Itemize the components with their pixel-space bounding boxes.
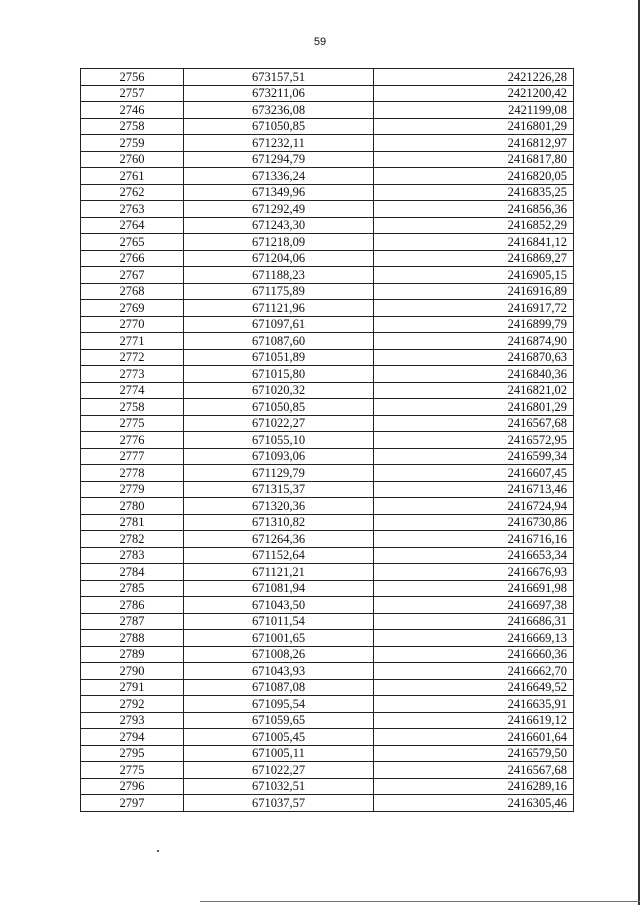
x-coordinate-cell: 671152,64	[184, 547, 374, 564]
x-coordinate-cell: 671218,09	[184, 234, 374, 251]
point-number-cell: 2771	[81, 333, 184, 350]
y-coordinate-cell: 2416730,86	[374, 514, 574, 531]
point-number-cell: 2768	[81, 283, 184, 300]
y-coordinate-cell: 2416817,80	[374, 151, 574, 168]
point-number-cell: 2765	[81, 234, 184, 251]
y-coordinate-cell: 2416870,63	[374, 349, 574, 366]
point-number-cell: 2797	[81, 795, 184, 812]
point-number-cell: 2764	[81, 217, 184, 234]
x-coordinate-cell: 671011,54	[184, 613, 374, 630]
table-row	[81, 745, 574, 762]
table-row	[81, 184, 574, 201]
point-number-cell: 2784	[81, 564, 184, 581]
y-coordinate-cell: 2416874,90	[374, 333, 574, 350]
x-coordinate-cell: 671232,11	[184, 135, 374, 152]
y-coordinate-cell: 2416840,36	[374, 366, 574, 383]
table-row	[81, 630, 574, 647]
page-number: 59	[313, 36, 327, 48]
table-row	[81, 300, 574, 317]
point-number-cell: 2756	[81, 69, 184, 86]
y-coordinate-cell: 2416305,46	[374, 795, 574, 812]
table-row	[81, 712, 574, 729]
x-coordinate-cell: 671129,79	[184, 465, 374, 482]
point-number-cell: 2761	[81, 168, 184, 185]
y-coordinate-cell: 2416599,34	[374, 448, 574, 465]
table-row	[81, 399, 574, 416]
point-number-cell: 2758	[81, 118, 184, 135]
table-row	[81, 250, 574, 267]
x-coordinate-cell: 671087,60	[184, 333, 374, 350]
point-number-cell: 2782	[81, 531, 184, 548]
y-coordinate-cell: 2416820,05	[374, 168, 574, 185]
y-coordinate-cell: 2421200,42	[374, 85, 574, 102]
x-coordinate-cell: 671336,24	[184, 168, 374, 185]
x-coordinate-cell: 671005,45	[184, 729, 374, 746]
y-coordinate-cell: 2416601,64	[374, 729, 574, 746]
x-coordinate-cell: 671121,21	[184, 564, 374, 581]
point-number-cell: 2757	[81, 85, 184, 102]
table-row	[81, 547, 574, 564]
x-coordinate-cell: 673157,51	[184, 69, 374, 86]
y-coordinate-cell: 2416801,29	[374, 399, 574, 416]
x-coordinate-cell: 671005,11	[184, 745, 374, 762]
x-coordinate-cell: 671243,30	[184, 217, 374, 234]
x-coordinate-cell: 671294,79	[184, 151, 374, 168]
table-row	[81, 267, 574, 284]
x-coordinate-cell: 671020,32	[184, 382, 374, 399]
y-coordinate-cell: 2416869,27	[374, 250, 574, 267]
x-coordinate-cell: 671349,96	[184, 184, 374, 201]
table-row	[81, 69, 574, 86]
y-coordinate-cell: 2416660,36	[374, 646, 574, 663]
table-row	[81, 217, 574, 234]
point-number-cell: 2762	[81, 184, 184, 201]
y-coordinate-cell: 2416917,72	[374, 300, 574, 317]
y-coordinate-cell: 2421199,08	[374, 102, 574, 119]
y-coordinate-cell: 2416835,25	[374, 184, 574, 201]
point-number-cell: 2758	[81, 399, 184, 416]
point-number-cell: 2793	[81, 712, 184, 729]
table-row	[81, 795, 574, 812]
table-row	[81, 85, 574, 102]
point-number-cell: 2778	[81, 465, 184, 482]
y-coordinate-cell: 2416662,70	[374, 663, 574, 680]
table-row	[81, 465, 574, 482]
table-row	[81, 382, 574, 399]
coordinates-table	[80, 68, 574, 812]
x-coordinate-cell: 671093,06	[184, 448, 374, 465]
table-row	[81, 168, 574, 185]
point-number-cell: 2777	[81, 448, 184, 465]
point-number-cell: 2787	[81, 613, 184, 630]
point-number-cell: 2789	[81, 646, 184, 663]
y-coordinate-cell: 2416289,16	[374, 778, 574, 795]
y-coordinate-cell: 2416619,12	[374, 712, 574, 729]
y-coordinate-cell: 2416691,98	[374, 580, 574, 597]
x-coordinate-cell: 671015,80	[184, 366, 374, 383]
point-number-cell: 2773	[81, 366, 184, 383]
x-coordinate-cell: 671051,89	[184, 349, 374, 366]
y-coordinate-cell: 2416649,52	[374, 679, 574, 696]
scan-bottom-line	[200, 901, 640, 902]
x-coordinate-cell: 671008,26	[184, 646, 374, 663]
point-number-cell: 2785	[81, 580, 184, 597]
table-row	[81, 498, 574, 515]
y-coordinate-cell: 2421226,28	[374, 69, 574, 86]
y-coordinate-cell: 2416856,36	[374, 201, 574, 218]
y-coordinate-cell: 2416713,46	[374, 481, 574, 498]
point-number-cell: 2766	[81, 250, 184, 267]
y-coordinate-cell: 2416716,16	[374, 531, 574, 548]
table-row	[81, 531, 574, 548]
table-row	[81, 597, 574, 614]
point-number-cell: 2770	[81, 316, 184, 333]
table-row	[81, 778, 574, 795]
y-coordinate-cell: 2416669,13	[374, 630, 574, 647]
table-row	[81, 333, 574, 350]
y-coordinate-cell: 2416916,89	[374, 283, 574, 300]
y-coordinate-cell: 2416572,95	[374, 432, 574, 449]
point-number-cell: 2786	[81, 597, 184, 614]
x-coordinate-cell: 671081,94	[184, 580, 374, 597]
y-coordinate-cell: 2416899,79	[374, 316, 574, 333]
point-number-cell: 2775	[81, 415, 184, 432]
x-coordinate-cell: 671032,51	[184, 778, 374, 795]
point-number-cell: 2779	[81, 481, 184, 498]
point-number-cell: 2795	[81, 745, 184, 762]
x-coordinate-cell: 671095,54	[184, 696, 374, 713]
table-row	[81, 415, 574, 432]
y-coordinate-cell: 2416567,68	[374, 762, 574, 779]
table-row	[81, 316, 574, 333]
x-coordinate-cell: 671001,65	[184, 630, 374, 647]
y-coordinate-cell: 2416676,93	[374, 564, 574, 581]
y-coordinate-cell: 2416579,50	[374, 745, 574, 762]
table-row	[81, 366, 574, 383]
point-number-cell: 2796	[81, 778, 184, 795]
x-coordinate-cell: 671055,10	[184, 432, 374, 449]
table-row	[81, 613, 574, 630]
point-number-cell: 2769	[81, 300, 184, 317]
x-coordinate-cell: 671315,37	[184, 481, 374, 498]
table-row	[81, 448, 574, 465]
point-number-cell: 2788	[81, 630, 184, 647]
table-row	[81, 679, 574, 696]
x-coordinate-cell: 671320,36	[184, 498, 374, 515]
y-coordinate-cell: 2416801,29	[374, 118, 574, 135]
x-coordinate-cell: 671310,82	[184, 514, 374, 531]
x-coordinate-cell: 671022,27	[184, 415, 374, 432]
table-row	[81, 102, 574, 119]
point-number-cell: 2780	[81, 498, 184, 515]
table-row	[81, 580, 574, 597]
y-coordinate-cell: 2416653,34	[374, 547, 574, 564]
x-coordinate-cell: 671188,23	[184, 267, 374, 284]
point-number-cell: 2792	[81, 696, 184, 713]
x-coordinate-cell: 671043,50	[184, 597, 374, 614]
point-number-cell: 2783	[81, 547, 184, 564]
point-number-cell: 2774	[81, 382, 184, 399]
point-number-cell: 2759	[81, 135, 184, 152]
x-coordinate-cell: 673236,08	[184, 102, 374, 119]
y-coordinate-cell: 2416821,02	[374, 382, 574, 399]
y-coordinate-cell: 2416812,97	[374, 135, 574, 152]
table-row	[81, 234, 574, 251]
y-coordinate-cell: 2416905,15	[374, 267, 574, 284]
point-number-cell: 2760	[81, 151, 184, 168]
point-number-cell: 2776	[81, 432, 184, 449]
x-coordinate-cell: 671087,08	[184, 679, 374, 696]
table-row	[81, 514, 574, 531]
point-number-cell: 2746	[81, 102, 184, 119]
x-coordinate-cell: 671204,06	[184, 250, 374, 267]
table-row	[81, 762, 574, 779]
table-row	[81, 201, 574, 218]
y-coordinate-cell: 2416852,29	[374, 217, 574, 234]
y-coordinate-cell: 2416607,45	[374, 465, 574, 482]
scan-speck	[157, 850, 159, 852]
table-row	[81, 663, 574, 680]
table-row	[81, 696, 574, 713]
point-number-cell: 2790	[81, 663, 184, 680]
table-row	[81, 729, 574, 746]
x-coordinate-cell: 671059,65	[184, 712, 374, 729]
point-number-cell: 2772	[81, 349, 184, 366]
x-coordinate-cell: 671121,96	[184, 300, 374, 317]
table-row	[81, 349, 574, 366]
point-number-cell: 2791	[81, 679, 184, 696]
y-coordinate-cell: 2416724,94	[374, 498, 574, 515]
table-row	[81, 432, 574, 449]
point-number-cell: 2775	[81, 762, 184, 779]
table-row	[81, 283, 574, 300]
x-coordinate-cell: 673211,06	[184, 85, 374, 102]
table-row	[81, 646, 574, 663]
y-coordinate-cell: 2416567,68	[374, 415, 574, 432]
table-row	[81, 135, 574, 152]
x-coordinate-cell: 671264,36	[184, 531, 374, 548]
x-coordinate-cell: 671175,89	[184, 283, 374, 300]
point-number-cell: 2781	[81, 514, 184, 531]
x-coordinate-cell: 671292,49	[184, 201, 374, 218]
table-row	[81, 481, 574, 498]
x-coordinate-cell: 671043,93	[184, 663, 374, 680]
point-number-cell: 2767	[81, 267, 184, 284]
table-row	[81, 564, 574, 581]
table-row	[81, 151, 574, 168]
y-coordinate-cell: 2416697,38	[374, 597, 574, 614]
x-coordinate-cell: 671037,57	[184, 795, 374, 812]
x-coordinate-cell: 671097,61	[184, 316, 374, 333]
point-number-cell: 2763	[81, 201, 184, 218]
point-number-cell: 2794	[81, 729, 184, 746]
y-coordinate-cell: 2416635,91	[374, 696, 574, 713]
y-coordinate-cell: 2416686,31	[374, 613, 574, 630]
table-row	[81, 118, 574, 135]
x-coordinate-cell: 671050,85	[184, 118, 374, 135]
x-coordinate-cell: 671050,85	[184, 399, 374, 416]
x-coordinate-cell: 671022,27	[184, 762, 374, 779]
coordinates-table-body	[81, 69, 574, 812]
y-coordinate-cell: 2416841,12	[374, 234, 574, 251]
